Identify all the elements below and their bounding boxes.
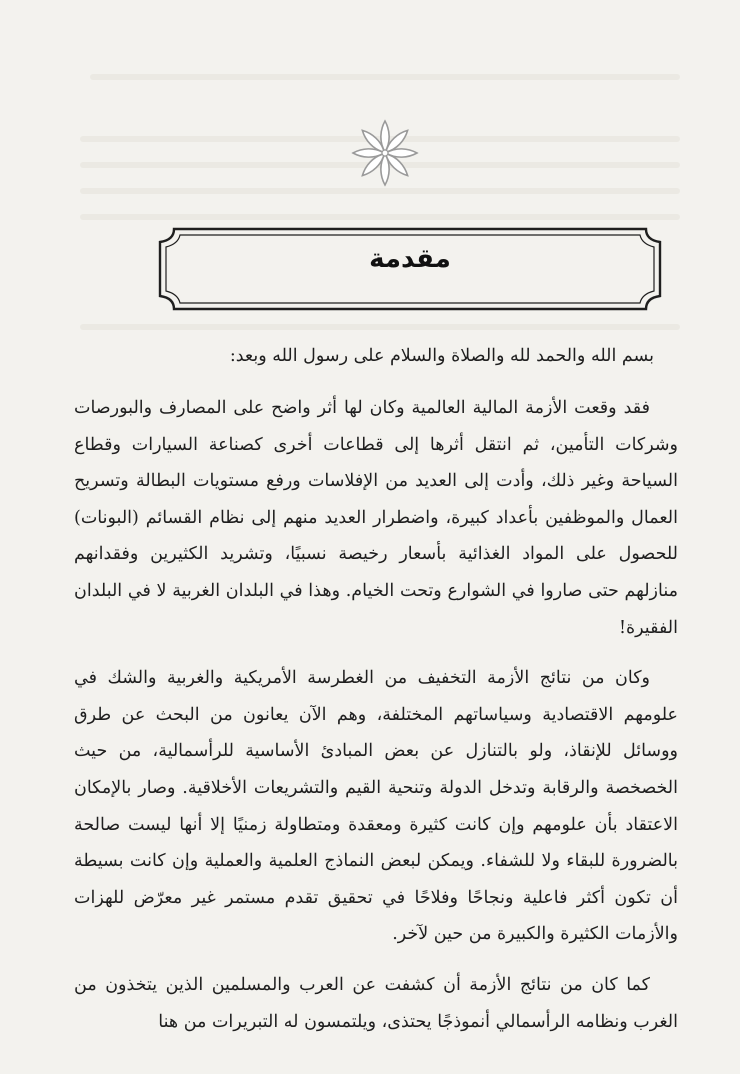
flower-ornament-icon xyxy=(340,108,430,198)
paragraph: كما كان من نتائج الأزمة أن كشفت عن العرب والمسلمين الذين يتخذون من الغرب ونظامه الرأسمالي أنموذجًا يحتذى، ويلتمسون له التبريرات من هنا xyxy=(74,974,678,1032)
page-title: مقدمة xyxy=(369,244,451,274)
show-through-line xyxy=(80,214,680,220)
title-frame xyxy=(156,226,664,312)
page-body xyxy=(74,338,678,1054)
paragraph: وكان من نتائج الأزمة التخفيف من الغطرسة الأمريكية والغربية والشك في علومهم الاقتصادية وسياساتهم المختلفة، وهم الآن يعانون من البحث عن طرق ووسائل للإنقاذ، ولو بالتنازل عن بعض المبادئ الأساسية للرأسمالية، من حيث الخصخصة والرقابة وتدخل الدولة وتنحية القيم والتشريعات الأخلاقية. وصار بالإمكان الاعتقاد بأن علومهم وإن كانت كثيرة ومعقدة ومتطاولة زمنيًا إلا أنها ليست صالحة بالضرورة للبقاء ولا للشفاء. ويمكن لبعض النماذج العلمية والعملية وإن كانت بسيطة أن تكون أكثر فاعلية ونجاحًا وفلاحًا في تحقيق تقدم مستمر غير معرّض للهزات والأزمات الكثيرة والكبيرة من حين لآخر. xyxy=(74,668,678,945)
paragraph: فقد وقعت الأزمة المالية العالمية وكان لها أثر واضح على المصارف والبورصات وشركات التأمين، ثم انتقل أثرها إلى قطاعات أخرى كصناعة السيارات وقطاع السياحة وغير ذلك، وأدت إلى العديد من الإفلاسات ورفع مستويات البطالة وتسريح العمال والموظفين بأعداد كبيرة، واضطرار العديد منهم إلى نظام القسائم (البونات) للحصول على المواد الغذائية بأسعار رخيصة نسبيًا، وتشريد الكثيرين وفقدانهم منازلهم حتى صاروا في الشوارع وتحت الخيام. وهذا في البلدان الغربية لا في البلدان الفقيرة! xyxy=(74,398,678,638)
opening-line: بسم الله والحمد لله والصلاة والسلام على رسول الله وبعد: xyxy=(229,346,654,366)
show-through-rule xyxy=(90,74,680,80)
show-through-line xyxy=(80,324,680,330)
